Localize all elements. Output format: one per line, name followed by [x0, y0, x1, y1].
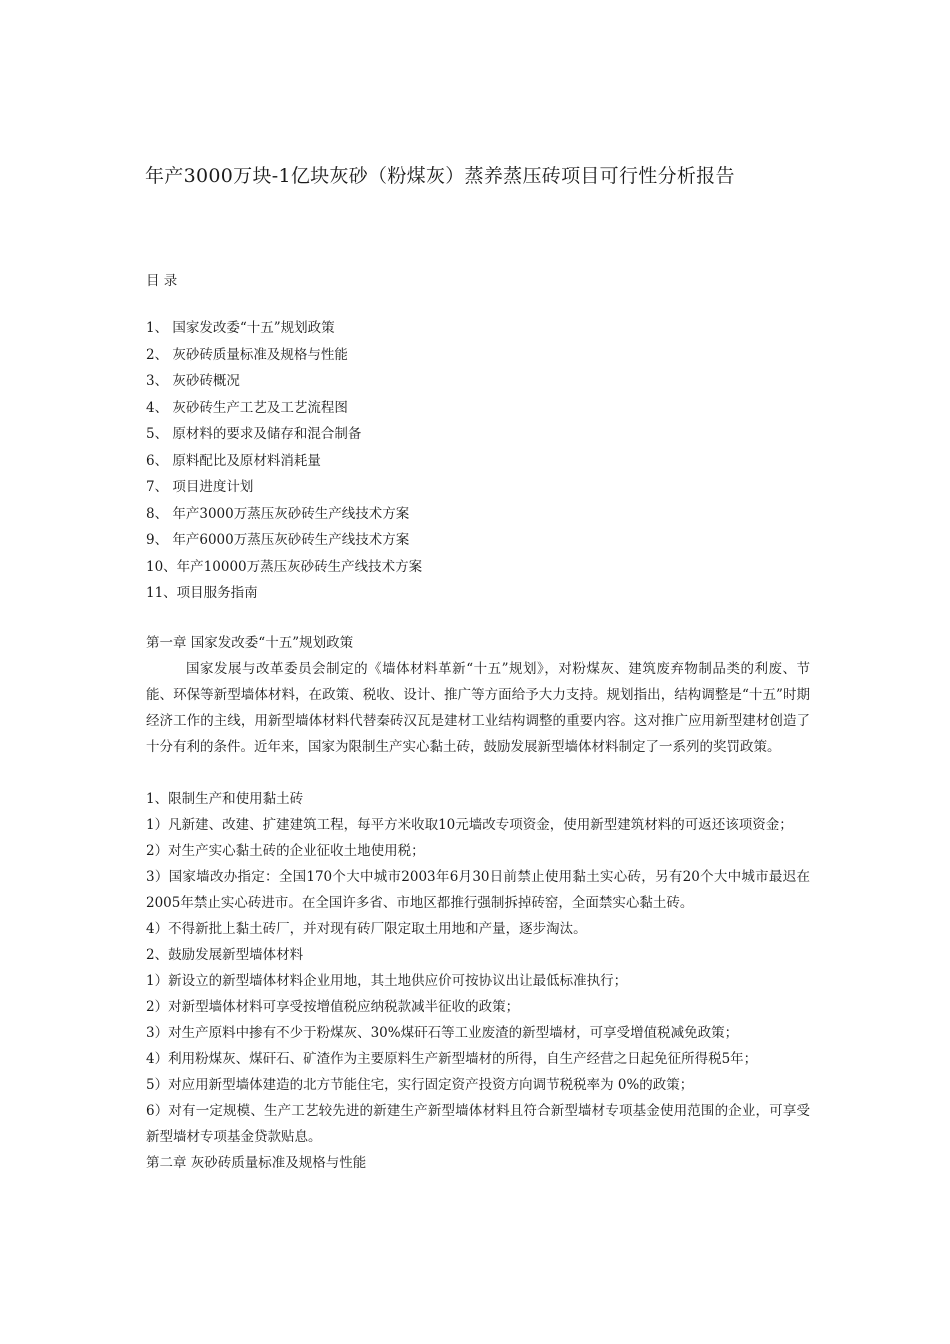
chapter1-heading: 第一章 国家发改委“十五”规划政策 [146, 635, 354, 651]
section2-item: 6）对有一定规模、生产工艺较先进的新建生产新型墙体材料且符合新型墙材专项基金使用范围的企业，可享受新型墙材专项基金贷款贴息。 [146, 1103, 810, 1145]
toc-item: 6、 原料配比及原材料消耗量 [146, 452, 321, 469]
toc-item: 10、年产10000万蒸压灰砂砖生产线技术方案 [146, 558, 423, 575]
section2-item: 3）对生产原料中掺有不少于粉煤灰、30%煤矸石等工业废渣的新型墙材，可享受增值税减免政策； [146, 1025, 739, 1041]
document-body [146, 630, 810, 1176]
toc-item: 2、 灰砂砖质量标准及规格与性能 [146, 346, 348, 363]
table-of-contents [146, 318, 826, 610]
toc-item: 8、 年产3000万蒸压灰砂砖生产线技术方案 [146, 505, 410, 522]
document-title: 年产3000万块-1亿块灰砂（粉煤灰）蒸养蒸压砖项目可行性分析报告 [145, 165, 735, 187]
toc-item: 9、 年产6000万蒸压灰砂砖生产线技术方案 [146, 532, 410, 548]
section2-item: 4）利用粉煤灰、煤矸石、矿渣作为主要原料生产新型墙材的所得，自生产经营之日起免征所得税5年； [146, 1051, 758, 1067]
section1-item: 4）不得新批上黏土砖厂，并对现有砖厂限定取土用地和产量，逐步淘汰。 [146, 921, 587, 937]
section2-item: 2）对新型墙体材料可享受按增值税应纳税款减半征收的政策； [146, 999, 520, 1015]
chapter1-intro-paragraph: 国家发展与改革委员会制定的《墙体材料革新“十五”规划》，对粉煤灰、建筑废弃物制品类的利废、节能、环保等新型墙体材料，在政策、税收、设计、推广等方面给予大力支持。规划指出，结构调整是“十五”时期经济工作的主线，用新型墙体材料代替秦砖汉瓦是建材工业结构调整的重要内容。这对推广应用新型建材创造了十分有利的条件。近年来，国家为限制生产实心黏土砖，鼓励发展新型墙体材料制定了一系列的奖罚政策。 [146, 661, 810, 755]
toc-heading: 目 录 [146, 273, 178, 289]
section1-item: 1）凡新建、改建、扩建建筑工程，每平方米收取10元墙改专项资金，使用新型建筑材料的可返还该项资金； [146, 817, 793, 833]
section2-item: 1）新设立的新型墙体材料企业用地，其土地供应价可按协议出让最低标准执行； [146, 973, 628, 989]
toc-item: 11、项目服务指南 [146, 585, 258, 601]
section2-item: 5）对应用新型墙体建造的北方节能住宅，实行固定资产投资方向调节税税率为 0%的政策； [146, 1077, 694, 1093]
chapter2-heading: 第二章 灰砂砖质量标准及规格与性能 [146, 1155, 367, 1171]
section2-heading: 2、鼓励发展新型墙体材料 [146, 947, 304, 963]
toc-item: 4、 灰砂砖生产工艺及工艺流程图 [146, 399, 348, 416]
section1-item: 2）对生产实心黏土砖的企业征收土地使用税； [146, 843, 425, 859]
section1-item: 3）国家墙改办指定：全国170个大中城市2003年6月30日前禁止使用黏土实心砖，另有20个大中城市最迟在2005年禁止实心砖进市。在全国许多省、市地区都推行强制拆掉砖窑，全面禁实心黏土砖。 [146, 869, 810, 911]
section1-heading: 1、限制生产和使用黏土砖 [146, 791, 304, 807]
toc-item: 3、 灰砂砖概况 [146, 373, 240, 389]
toc-item: 5、 原材料的要求及储存和混合制备 [146, 426, 362, 442]
toc-item: 1、 国家发改委“十五”规划政策 [146, 320, 335, 336]
toc-item: 7、 项目进度计划 [146, 479, 254, 495]
